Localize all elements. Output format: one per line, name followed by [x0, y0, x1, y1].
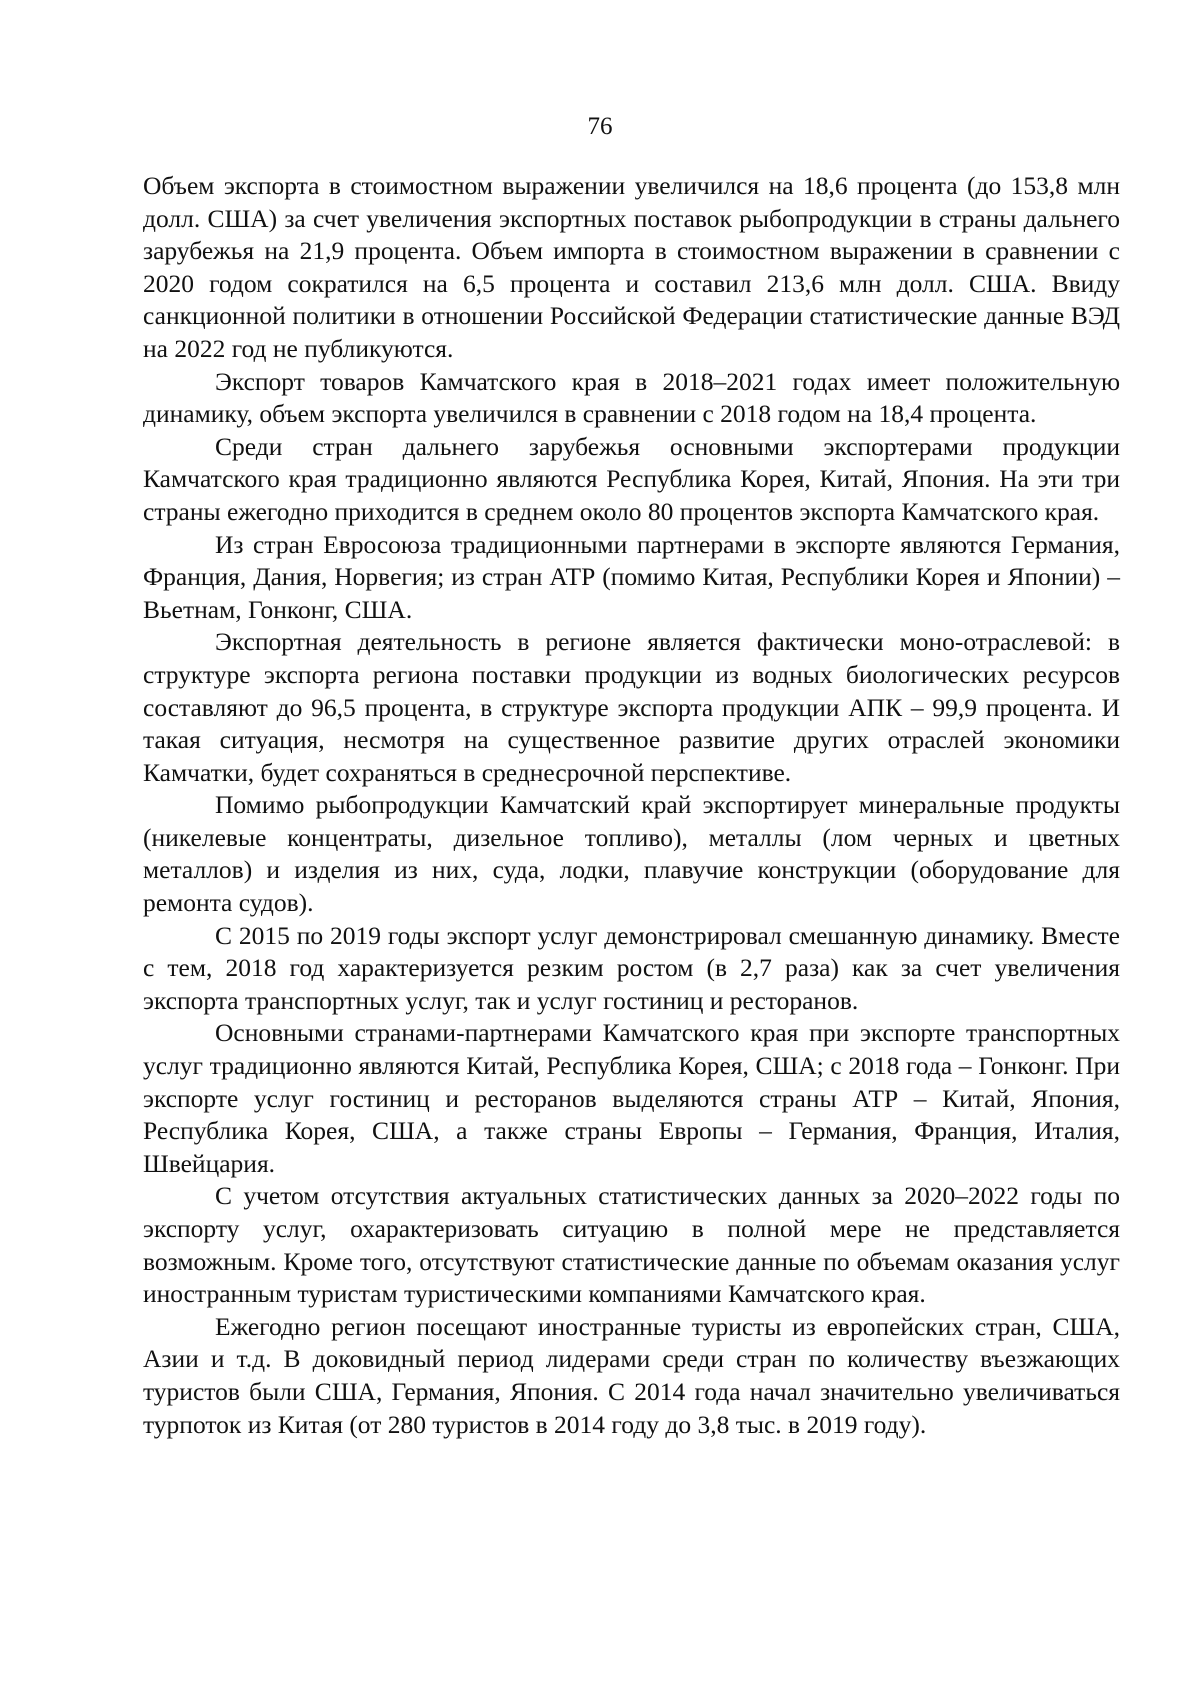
paragraph-other-exports: Помимо рыбопродукции Камчатский край экспортирует минеральные продукты (никелевые концентраты, дизельное топливо), металлы (лом черных и цветных металлов) и изделия из них, суда, лодки, плавучие конструкции (оборудование для ремонта судов).: [143, 790, 1120, 918]
paragraph-service-partners: Основными странами-партнерами Камчатского края при экспорте транспортных услуг традиционно являются Китай, Республика Корея, США; с 2018 года – Гонконг. При экспорте услуг гостиниц и ресторанов выделяются страны АТР – Китай, Япония, Республика Корея, США, а также страны Европы – Германия, Франция, Италия, Швейцария.: [143, 1018, 1120, 1178]
document-body: [143, 170, 1120, 1441]
paragraph-main-exporters: Среди стран дальнего зарубежья основными экспортерами продукции Камчатского края традиционно являются Республика Корея, Китай, Япония. На эти три страны ежегодно приходится в среднем около 80 процентов экспорта Камчатского края.: [143, 431, 1120, 526]
page-number: 76: [587, 113, 613, 140]
paragraph-eu-partners: Из стран Евросоюза традиционными партнерами в экспорте являются Германия, Франция, Дания, Норвегия; из стран АТР (помимо Китая, Республики Корея и Японии) – Вьетнам, Гонконг, США.: [143, 529, 1120, 624]
paragraph-missing-statistics: С учетом отсутствия актуальных статистических данных за 2020–2022 годы по экспорту услуг, охарактеризовать ситуацию в полной мере не представляется возможным. Кроме того, отсутствуют статистические данные по объемам оказания услуг иностранным туристам туристическими компаниями Камчатского края.: [143, 1181, 1120, 1309]
paragraph-export-dynamics: Экспорт товаров Камчатского края в 2018–2021 годах имеет положительную динамику, объем экспорта увеличился в сравнении с 2018 годом на 18,4 процента.: [143, 366, 1120, 429]
paragraph-services-export: С 2015 по 2019 годы экспорт услуг демонстрировал смешанную динамику. Вместе с тем, 2018 год характеризуется резким ростом (в 2,7 раза) как за счет увеличения экспорта транспортных услуг, так и услуг гостиниц и ресторанов.: [143, 920, 1120, 1015]
paragraph-mono-industry: Экспортная деятельность в регионе является фактически моно-отраслевой: в структуре экспорта региона поставки продукции из водных биологических ресурсов составляют до 96,5 процента, в структуре экспорта продукции АПК – 99,9 процента. И такая ситуация, несмотря на существенное развитие других отраслей экономики Камчатки, будет сохраняться в среднесрочной перспективе.: [143, 627, 1120, 787]
paragraph-export-volume: Объем экспорта в стоимостном выражении увеличился на 18,6 процента (до 153,8 млн долл. США) за счет увеличения экспортных поставок рыбопродукции в страны дальнего зарубежья на 21,9 процента. Объем импорта в стоимостном выражении в сравнении с 2020 годом сократился на 6,5 процента и составил 213,6 млн долл. США. Ввиду санкционной политики в отношении Российской Федерации статистические данные ВЭД на 2022 год не публикуются.: [143, 171, 1120, 363]
paragraph-foreign-tourists: Ежегодно регион посещают иностранные туристы из европейских стран, США, Азии и т.д. В доковидный период лидерами среди стран по количеству въезжающих туристов были США, Германия, Япония. С 2014 года начал значительно увеличиваться турпоток из Китая (от 280 туристов в 2014 году до 3,8 тыс. в 2019 году).: [143, 1311, 1120, 1439]
